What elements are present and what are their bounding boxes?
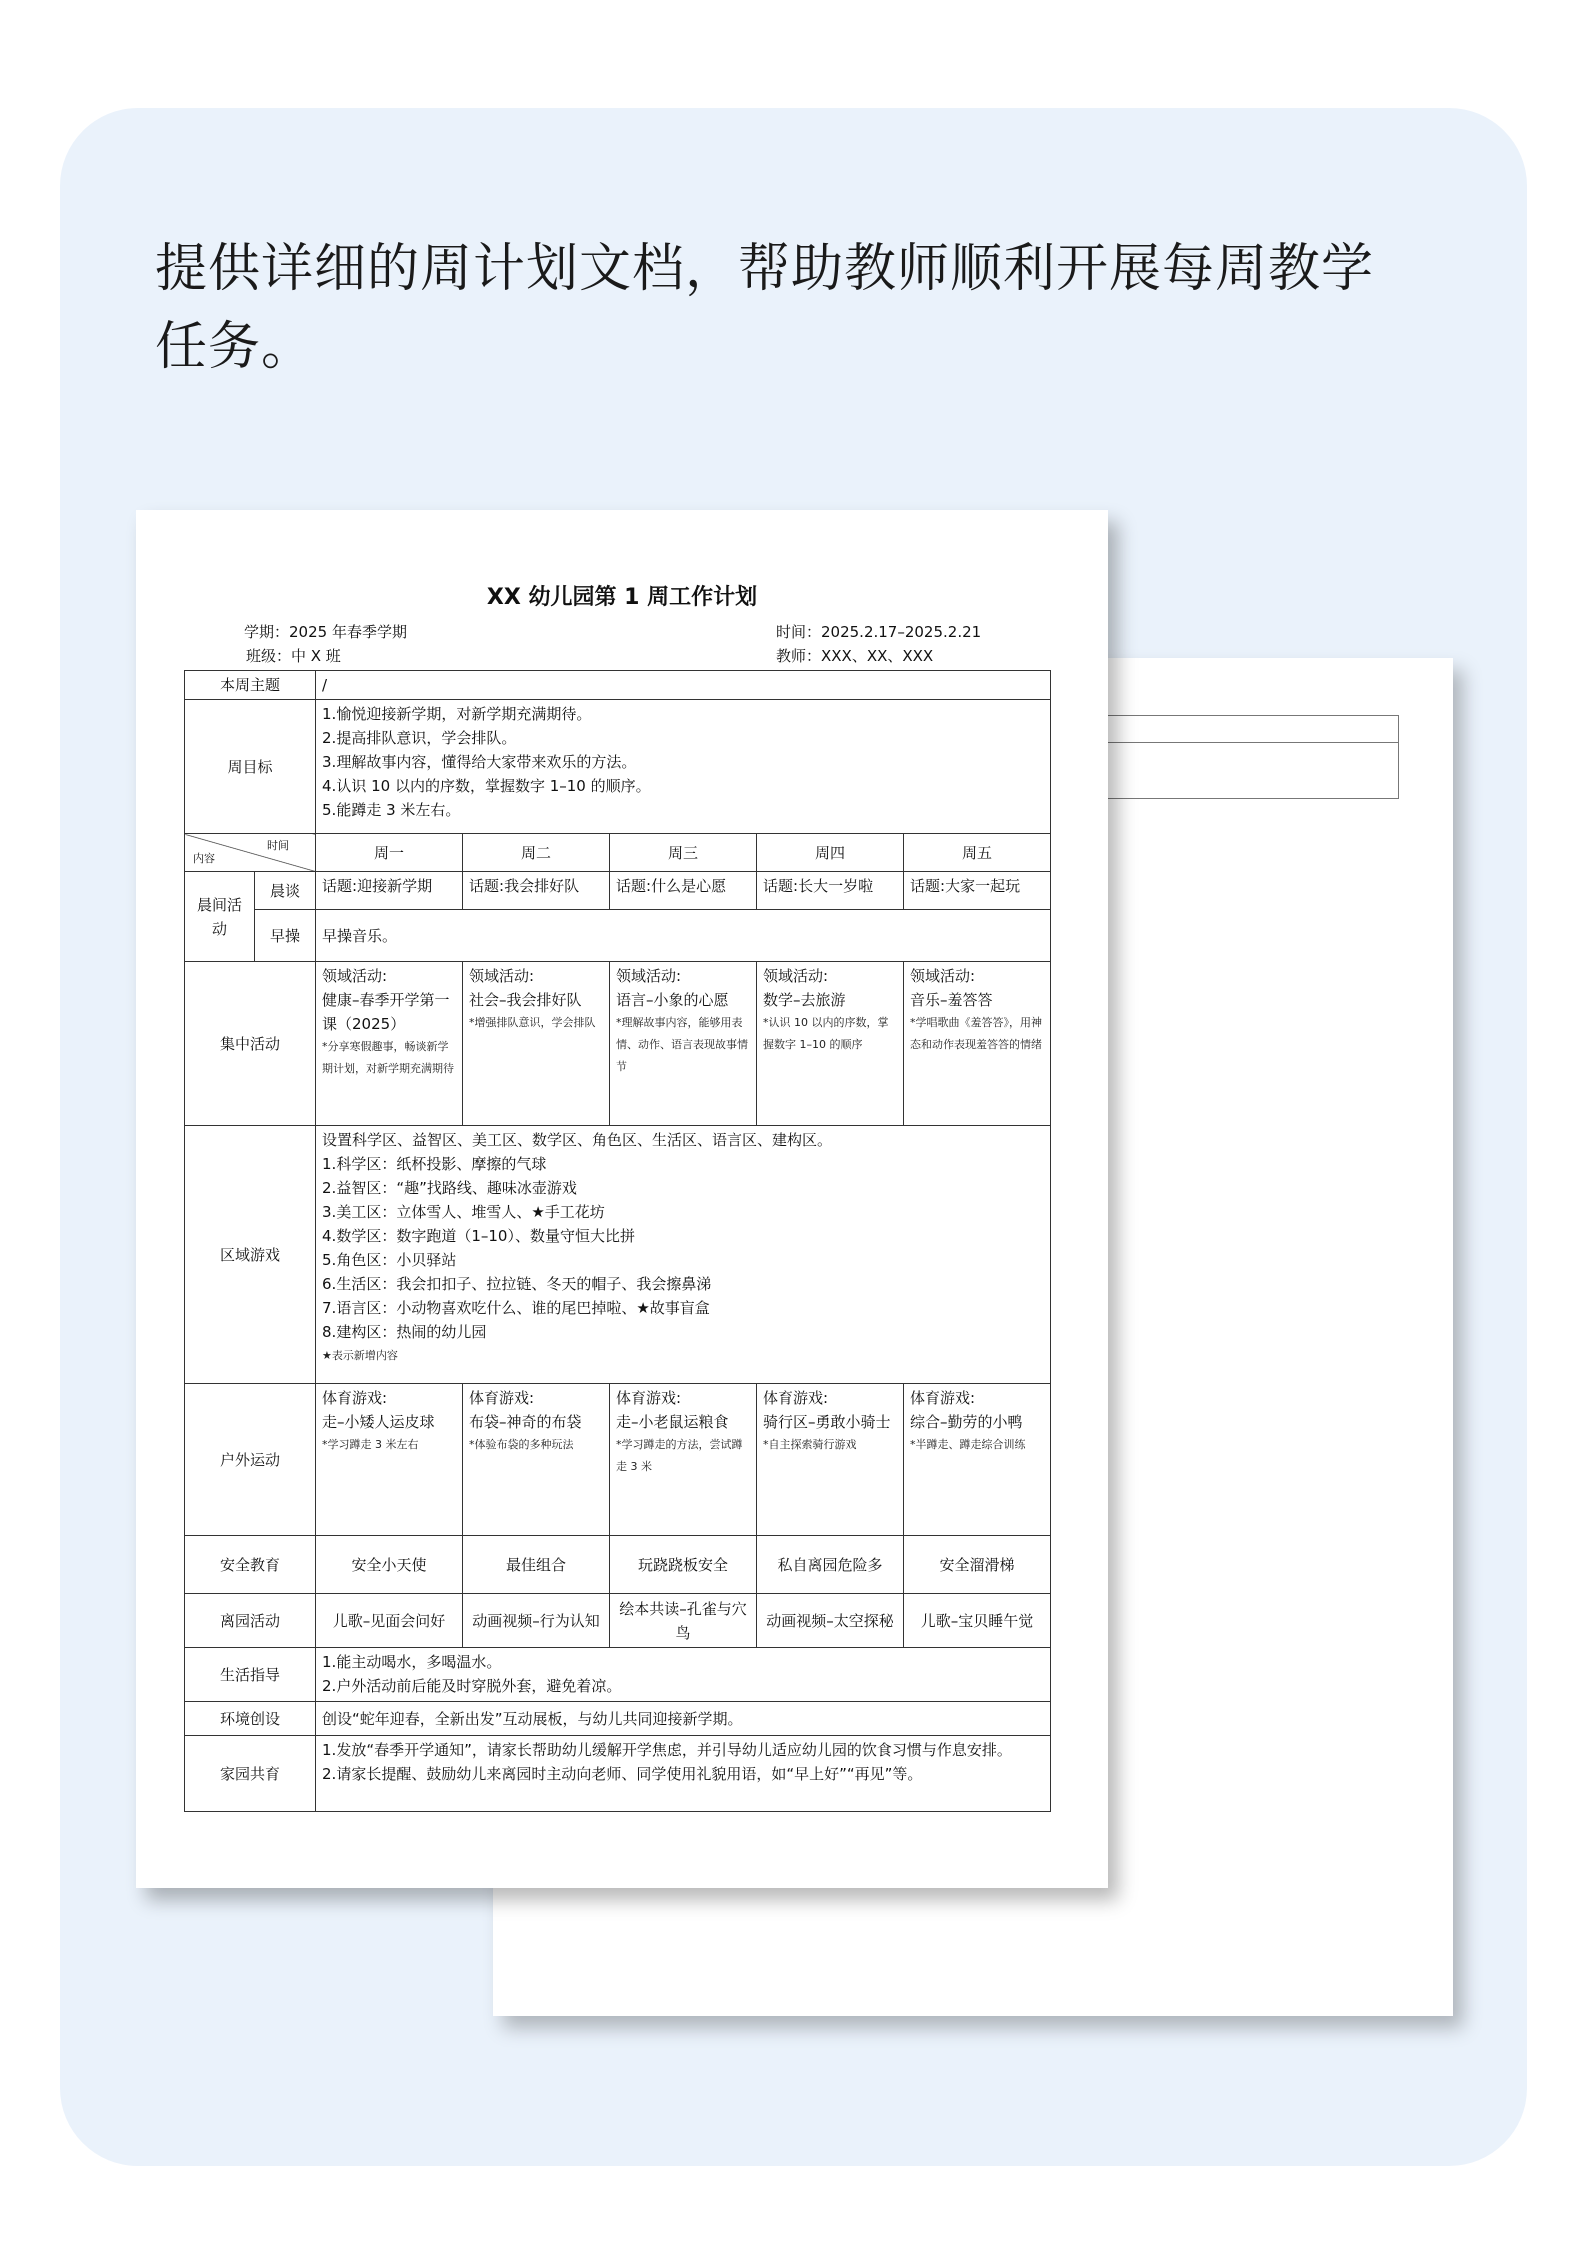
- outdoor-cell: [610, 1384, 757, 1536]
- focus-label: 集中活动: [185, 962, 316, 1126]
- morning-talk-cell: 话题:迎接新学期: [316, 872, 463, 910]
- outdoor-note: *学习蹲走的方法，尝试蹲走 3 米: [616, 1438, 743, 1473]
- document-title: XX 幼儿园第 1 周工作计划: [486, 585, 758, 610]
- headline: 提供详细的周计划文档，帮助教师顺利开展每周教学任务。: [155, 239, 1375, 377]
- home-list: [316, 1736, 1051, 1812]
- leave-cell: 儿歌–见面会问好: [316, 1594, 463, 1648]
- focus-head: 领域活动:: [616, 967, 682, 985]
- goal-item: 5.能蹲走 3 米左右。: [322, 801, 461, 819]
- header-diagonal-cell: [185, 834, 316, 872]
- focus-row: [185, 962, 1051, 1126]
- outdoor-head: 体育游戏:: [322, 1389, 388, 1407]
- leave-cell: 动画视频–太空探秘: [757, 1594, 904, 1648]
- time-info: 时间：2025.2.17–2025.2.21: [776, 623, 982, 641]
- theme-label: 本周主题: [185, 671, 316, 700]
- life-item: 2.户外活动前后能及时穿脱外套，避免着凉。: [322, 1677, 622, 1695]
- outdoor-title: 综合–勤劳的小鸭: [910, 1413, 1023, 1431]
- focus-cell: [316, 962, 463, 1126]
- safety-label: 安全教育: [185, 1536, 316, 1594]
- morning-exercise-value: 早操音乐。: [316, 910, 1051, 962]
- front-document-page: [136, 510, 1108, 1888]
- outdoor-title: 布袋–神奇的布袋: [469, 1413, 582, 1431]
- term-info: 学期：2025 年春季学期: [244, 623, 407, 641]
- life-list: [316, 1648, 1051, 1702]
- env-label: 环境创设: [185, 1702, 316, 1736]
- morning-talk-label: 晨谈: [255, 872, 316, 910]
- safety-cell: 安全溜滑梯: [904, 1536, 1051, 1594]
- safety-cell: 私自离园危险多: [757, 1536, 904, 1594]
- outdoor-note: *半蹲走、蹲走综合训练: [910, 1438, 1026, 1451]
- safety-cell: 最佳组合: [463, 1536, 610, 1594]
- goals-list: [316, 700, 1051, 834]
- outdoor-cell: [904, 1384, 1051, 1536]
- safety-cell: 安全小天使: [316, 1536, 463, 1594]
- theme-row: [185, 671, 1051, 700]
- outdoor-cell: [316, 1384, 463, 1536]
- focus-cell: [757, 962, 904, 1126]
- header-content-label: 内容: [193, 852, 215, 865]
- goals-row: [185, 700, 1051, 834]
- morning-talk-cell: 话题:长大一岁啦: [757, 872, 904, 910]
- outdoor-head: 体育游戏:: [910, 1389, 976, 1407]
- leave-label: 离园活动: [185, 1594, 316, 1648]
- env-value: 创设“蛇年迎春，全新出发”互动展板，与幼儿共同迎接新学期。: [316, 1702, 1051, 1736]
- area-item: 8.建构区：热闹的幼儿园: [322, 1323, 487, 1341]
- area-label: 区域游戏: [185, 1126, 316, 1384]
- area-item: 设置科学区、益智区、美工区、数学区、角色区、生活区、语言区、建构区。: [322, 1131, 833, 1149]
- goal-item: 4.认识 10 以内的序数，掌握数字 1–10 的顺序。: [322, 777, 651, 795]
- area-note: ★表示新增内容: [322, 1349, 398, 1362]
- day-header-row: [185, 834, 1051, 872]
- outdoor-title: 骑行区–勇敢小骑士: [763, 1413, 891, 1431]
- goal-item: 1.愉悦迎接新学期，对新学期充满期待。: [322, 705, 592, 723]
- goal-item: 3.理解故事内容，懂得给大家带来欢乐的方法。: [322, 753, 637, 771]
- teacher-info: 教师：XXX、XX、XXX: [776, 647, 934, 665]
- life-item: 1.能主动喝水，多喝温水。: [322, 1653, 502, 1671]
- class-info: 班级：中 X 班: [246, 647, 341, 665]
- morning-label: 晨间活动: [185, 872, 255, 962]
- focus-note: *理解故事内容，能够用表情、动作、语言表现故事情节: [616, 1016, 749, 1073]
- morning-exercise-label: 早操: [255, 910, 316, 962]
- focus-cell: [904, 962, 1051, 1126]
- env-row: [185, 1702, 1051, 1736]
- outdoor-row: [185, 1384, 1051, 1536]
- morning-talk-cell: 话题:什么是心愿: [610, 872, 757, 910]
- focus-title: 音乐–羞答答: [910, 991, 993, 1009]
- morning-exercise-row: [185, 910, 1051, 962]
- theme-value: /: [316, 671, 1051, 700]
- goal-item: 2.提高排队意识，学会排队。: [322, 729, 517, 747]
- outdoor-head: 体育游戏:: [763, 1389, 829, 1407]
- area-item: 6.生活区：我会扣扣子、拉拉链、冬天的帽子、我会擦鼻涕: [322, 1275, 712, 1293]
- area-item: 5.角色区：小贝驿站: [322, 1251, 457, 1269]
- outdoor-title: 走–小矮人运皮球: [322, 1413, 435, 1431]
- outdoor-note: *体验布袋的多种玩法: [469, 1438, 574, 1451]
- area-list: [316, 1126, 1051, 1384]
- safety-row: [185, 1536, 1051, 1594]
- morning-talk-row: [185, 872, 1051, 910]
- day-header: 周三: [610, 834, 757, 872]
- area-item: 2.益智区：“趣”找路线、趣味冰壶游戏: [322, 1179, 577, 1197]
- day-header: 周二: [463, 834, 610, 872]
- outdoor-note: *学习蹲走 3 米左右: [322, 1438, 419, 1451]
- area-item: 4.数学区：数字跑道（1–10）、数量守恒大比拼: [322, 1227, 635, 1245]
- day-header: 周五: [904, 834, 1051, 872]
- focus-title: 健康–春季开学第一课（2025）: [322, 991, 450, 1033]
- area-item: 3.美工区：立体雪人、堆雪人、★手工花坊: [322, 1203, 605, 1221]
- goals-label: 周目标: [185, 700, 316, 834]
- area-item: 7.语言区：小动物喜欢吃什么、谁的尾巴掉啦、★故事盲盒: [322, 1299, 710, 1317]
- leave-row: [185, 1594, 1051, 1648]
- focus-cell: [463, 962, 610, 1126]
- weekly-plan-table: [184, 670, 1051, 1812]
- home-label: 家园共育: [185, 1736, 316, 1812]
- area-row: [185, 1126, 1051, 1384]
- focus-head: 领域活动:: [763, 967, 829, 985]
- area-item: 1.科学区：纸杯投影、摩擦的气球: [322, 1155, 547, 1173]
- morning-talk-cell: 话题:我会排好队: [463, 872, 610, 910]
- header-time-label: 时间: [267, 839, 290, 852]
- home-item: 2.请家长提醒、鼓励幼儿来离园时主动向老师、同学使用礼貌用语，如“早上好”“再见”等。: [322, 1765, 923, 1783]
- focus-cell: [610, 962, 757, 1126]
- focus-note: *增强排队意识，学会排队: [469, 1016, 596, 1029]
- outdoor-head: 体育游戏:: [616, 1389, 682, 1407]
- leave-cell: 绘本共读–孔雀与穴鸟: [610, 1594, 757, 1648]
- outdoor-cell: [463, 1384, 610, 1536]
- outdoor-note: *自主探索骑行游戏: [763, 1438, 857, 1451]
- focus-title: 社会–我会排好队: [469, 991, 582, 1009]
- leave-cell: 儿歌–宝贝睡午觉: [904, 1594, 1051, 1648]
- home-item: 1.发放“春季开学通知”，请家长帮助幼儿缓解开学焦虑，并引导幼儿适应幼儿园的饮食习惯与作息安排。: [322, 1741, 1012, 1759]
- life-label: 生活指导: [185, 1648, 316, 1702]
- focus-head: 领域活动:: [469, 967, 535, 985]
- morning-talk-cell: 话题:大家一起玩: [904, 872, 1051, 910]
- focus-note: *认识 10 以内的序数，掌握数字 1–10 的顺序: [763, 1016, 889, 1051]
- focus-title: 语言–小象的心愿: [616, 991, 729, 1009]
- leave-cell: 动画视频–行为认知: [463, 1594, 610, 1648]
- focus-note: *学唱歌曲《羞答答》，用神态和动作表现羞答答的情绪: [910, 1016, 1043, 1051]
- focus-note: *分享寒假趣事，畅谈新学期计划，对新学期充满期待: [322, 1040, 455, 1075]
- life-row: [185, 1648, 1051, 1702]
- focus-head: 领域活动:: [322, 967, 388, 985]
- outdoor-title: 走–小老鼠运粮食: [616, 1413, 729, 1431]
- outdoor-head: 体育游戏:: [469, 1389, 535, 1407]
- focus-head: 领域活动:: [910, 967, 976, 985]
- day-header: 周一: [316, 834, 463, 872]
- focus-title: 数学–去旅游: [763, 991, 846, 1009]
- day-header: 周四: [757, 834, 904, 872]
- outdoor-label: 户外运动: [185, 1384, 316, 1536]
- safety-cell: 玩跷跷板安全: [610, 1536, 757, 1594]
- outdoor-cell: [757, 1384, 904, 1536]
- home-row: [185, 1736, 1051, 1812]
